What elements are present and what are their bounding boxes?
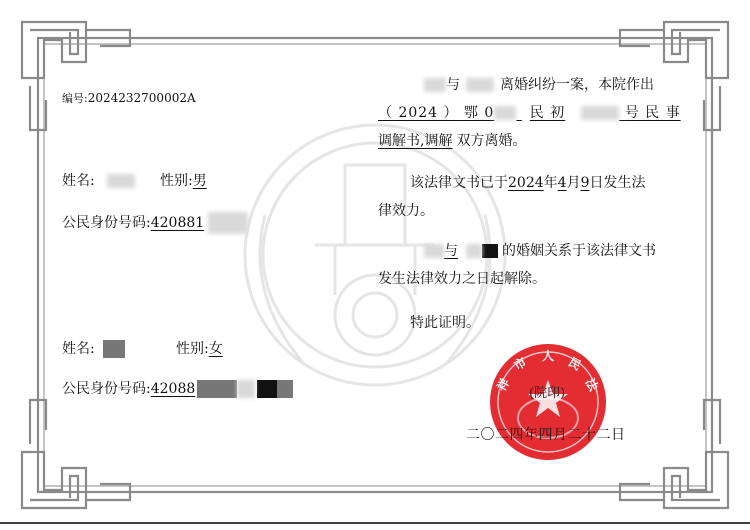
seal-label: (院印): [529, 386, 566, 401]
body-text: 发生法律效力之日起解除。: [378, 271, 546, 287]
person2-id-label: 公民身份号码:: [62, 381, 151, 397]
certificate-number: [62, 90, 196, 106]
redacted-name: [107, 174, 135, 188]
case-court: 鄂 0: [463, 105, 495, 121]
redacted-id: [277, 380, 293, 398]
body-text: 双方离婚。: [456, 133, 527, 149]
case-year: （ 2024 ）: [378, 105, 459, 121]
person1-name-row: [62, 170, 135, 190]
bottom-divider: [0, 522, 750, 524]
body-line-2: [378, 102, 681, 122]
person1-id-row: [62, 212, 248, 234]
number-value: 2024232700002A: [87, 91, 196, 105]
month-unit: 月: [566, 175, 581, 191]
effective-day: 9: [580, 175, 590, 191]
case-suffix: 号 民 事: [624, 105, 681, 121]
body-text: 日发生法: [589, 175, 646, 191]
redacted-name: [424, 244, 444, 258]
person1-name-label: 姓名:: [62, 173, 95, 189]
person2-id-row: [62, 378, 293, 398]
redacted-id: [208, 212, 248, 234]
seal-char: 市: [511, 354, 529, 373]
person1-gender-label: 性别:: [160, 173, 193, 189]
body-line-5: [378, 200, 434, 220]
redacted-name: [482, 244, 498, 258]
connector: 与: [446, 77, 460, 93]
person2-gender-label: 性别:: [176, 341, 209, 357]
redacted-name: [103, 340, 125, 358]
number-label: 编号:: [62, 92, 88, 105]
body-text: 离婚纠纷一案，本院作出: [500, 77, 654, 93]
person2-id-prefix: 42088: [150, 381, 196, 397]
person2-name-label: 姓名:: [62, 341, 95, 357]
connector: 与: [444, 243, 458, 259]
seal-char: 人: [542, 349, 555, 363]
body-line-4: [410, 172, 645, 192]
body-line-6: [424, 240, 656, 260]
body-text: 特此证明。: [410, 315, 480, 331]
effective-month: 4: [557, 175, 567, 191]
issue-date: 二〇二四年四月二十二日: [466, 427, 626, 443]
seal-char: 民: [566, 354, 584, 373]
seal-char: 法: [582, 376, 601, 394]
redacted-id: [257, 380, 277, 398]
body-text: 的婚姻关系于该法律文书: [502, 243, 656, 259]
redacted-name: [466, 78, 494, 92]
body-line-8: [410, 312, 480, 332]
person2-gender-row: [176, 338, 223, 358]
body-text: 该法律文书已于: [410, 175, 508, 191]
body-text: 调解书,调解: [378, 133, 453, 149]
effective-year: 2024: [508, 175, 544, 191]
body-text: 律效力。: [378, 203, 434, 219]
redacted-case: [494, 106, 516, 120]
person1-id-label: 公民身份号码:: [62, 215, 151, 231]
redacted-case: [581, 106, 619, 120]
year-unit: 年: [543, 175, 558, 191]
person2-gender-value: 女: [208, 341, 223, 357]
person1-id-prefix: 420881: [150, 215, 205, 231]
case-type: 民 初: [529, 105, 566, 121]
body-line-3: [378, 130, 526, 150]
redacted-name: [466, 244, 482, 258]
body-line-7: [378, 268, 546, 288]
body-line-1: [424, 74, 654, 94]
person1-gender-value: 男: [192, 173, 207, 189]
redacted-id: [197, 380, 237, 398]
person1-gender-row: [160, 170, 207, 190]
redacted-name: [424, 78, 446, 92]
seal-char: 祥: [494, 376, 513, 394]
redacted-id: [237, 380, 255, 398]
person2-name-row: [62, 338, 125, 358]
